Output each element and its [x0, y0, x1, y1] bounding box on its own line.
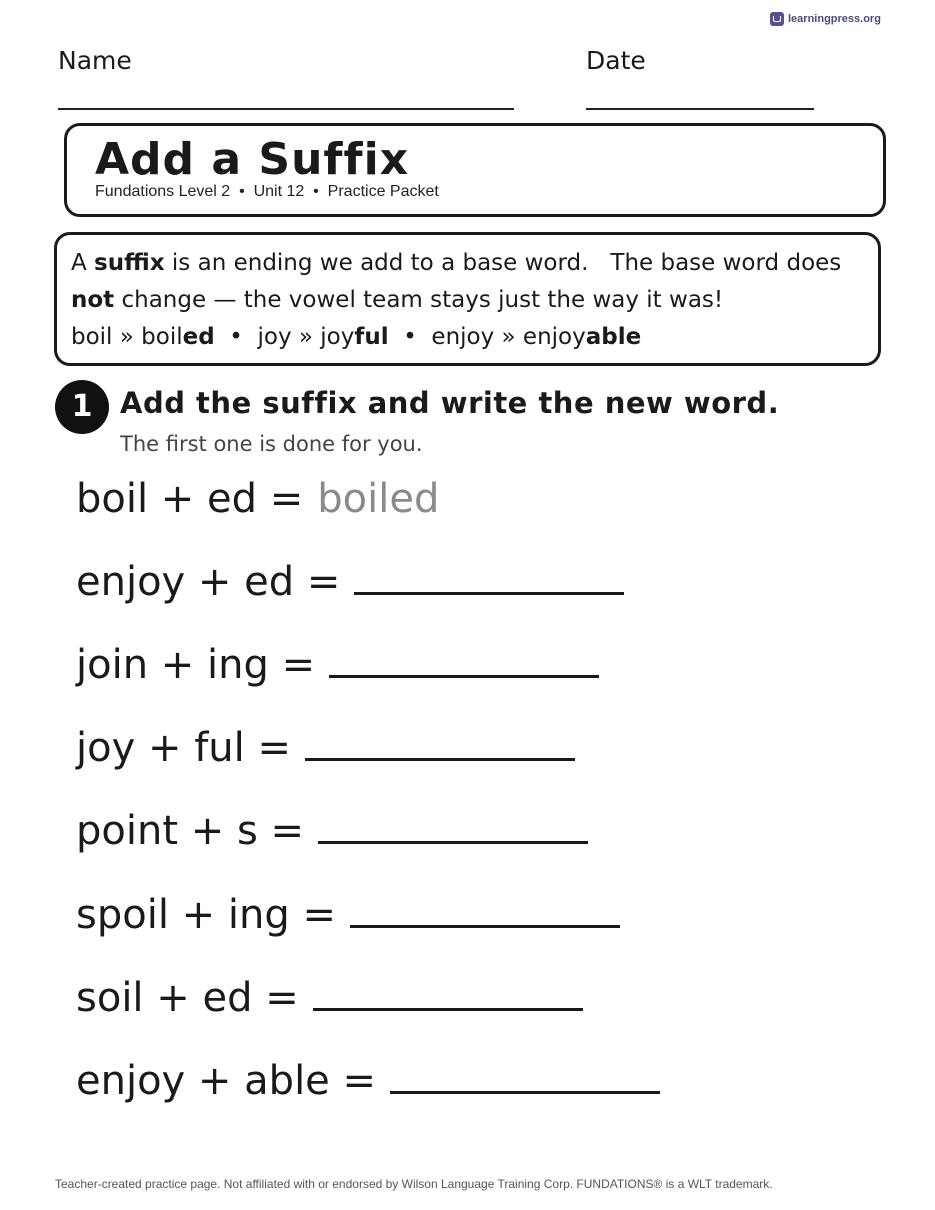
rule-p1: A [71, 250, 95, 276]
problem-row [76, 476, 439, 522]
problem-row [76, 975, 583, 1021]
example-separator: • [214, 324, 258, 350]
problem-expression: soil + ed = [76, 975, 299, 1021]
page-title: Add a Suffix [95, 134, 410, 185]
example-3-suffix: able [585, 324, 642, 350]
date-line[interactable] [586, 108, 814, 110]
name-line[interactable] [58, 108, 514, 110]
problem-expression: join + ing = [76, 642, 316, 688]
example-1-suffix: ed [182, 324, 215, 350]
section-instruction: The first one is done for you. [120, 432, 423, 456]
problem-row [76, 1058, 660, 1104]
rule-p2-bold: not [71, 287, 115, 313]
answer-blank[interactable] [354, 562, 624, 595]
brand [770, 12, 881, 26]
problem-row [76, 642, 599, 688]
section-number-badge: 1 [55, 380, 109, 434]
problem-row [76, 559, 624, 605]
problem-row [76, 725, 575, 771]
name-label: Name [58, 46, 132, 75]
problem-expression: enjoy + ed = [76, 559, 341, 605]
answer-blank[interactable] [350, 895, 620, 928]
problem-expression: joy + ful = [76, 725, 291, 771]
page-subtitle: Fundations Level 2 • Unit 12 • Practice Packet [95, 183, 439, 200]
example-3-base: enjoy » enjoy [431, 324, 586, 350]
problem-answer: boiled [317, 476, 440, 522]
rule-examples [71, 319, 864, 356]
example-2-base: joy » joy [257, 324, 355, 350]
rule-p2: is an ending we add to a base word. The base word does [164, 250, 849, 276]
answer-blank[interactable] [313, 978, 583, 1011]
rule-p1-bold: suffix [94, 250, 165, 276]
problem-row [76, 808, 588, 854]
rule-p3: change — the vowel team stays just the way it was! [114, 287, 724, 313]
problem-expression: enjoy + able = [76, 1058, 377, 1104]
rule-box [54, 232, 881, 366]
date-label: Date [586, 46, 646, 75]
example-2-suffix: ful [354, 324, 389, 350]
problem-row [76, 892, 620, 938]
problem-expression: point + s = [76, 808, 305, 854]
example-separator: • [388, 324, 432, 350]
example-1-base: boil » boil [71, 324, 183, 350]
answer-blank[interactable] [329, 645, 599, 678]
answer-blank[interactable] [318, 811, 588, 844]
book-icon [770, 12, 784, 26]
answer-blank[interactable] [305, 728, 575, 761]
footer-disclaimer: Teacher-created practice page. Not affiliated with or endorsed by Wilson Language Training Corp. FUNDATIONS® is a WLT trademark. [55, 1177, 773, 1191]
problem-expression: spoil + ing = [76, 892, 336, 938]
answer-blank[interactable] [390, 1061, 660, 1094]
brand-text: learningpress.org [788, 13, 881, 25]
title-card [64, 123, 886, 217]
rule-text [71, 245, 864, 319]
section-heading: Add the suffix and write the new word. [120, 386, 780, 420]
problem-expression: boil + ed = [76, 476, 304, 522]
